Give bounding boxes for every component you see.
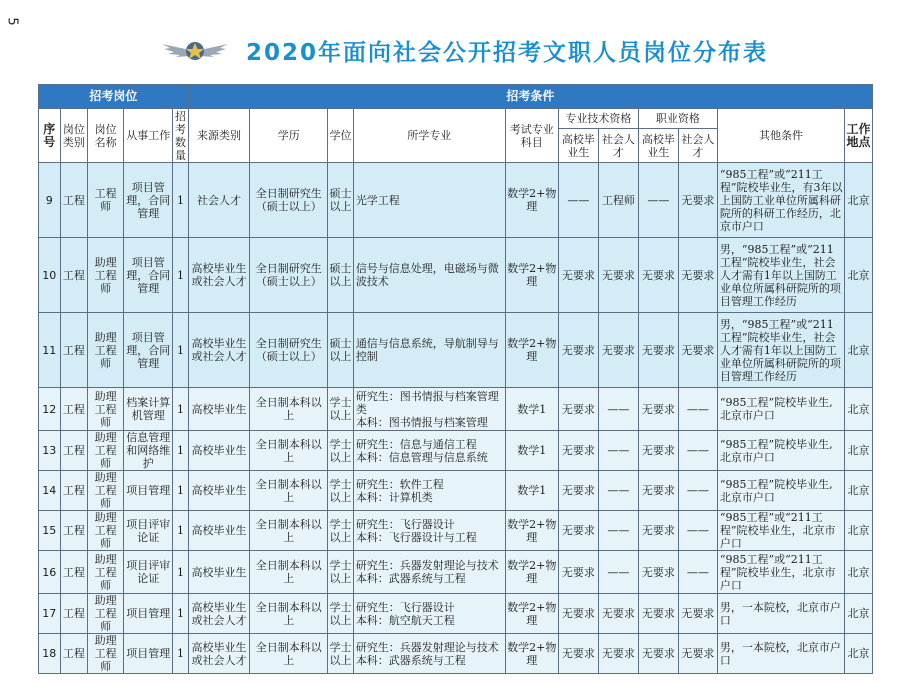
cell-count: 1 [173,431,188,471]
cell-other: “985工程”院校毕业生, 北京市户口 [717,431,844,471]
cell-source: 高校毕业生 [188,511,250,551]
cell-post: 助理工程师 [88,313,124,388]
table-row [39,313,873,388]
cell-major: 通信与信息系统，导航制导与控制 [353,313,505,388]
cell-exam: 数学2+物理 [505,163,558,238]
cell-prof-social: —— [678,388,717,431]
cell-post: 助理工程师 [88,388,124,431]
col-other: 其他条件 [717,109,844,163]
cell-exam: 数学1 [505,388,558,431]
cell-location: 北京 [845,634,873,674]
cell-tech-social: —— [598,431,638,471]
cell-tech-grad: 无要求 [558,313,598,388]
cell-major: 光学工程 [353,163,505,238]
cell-exam: 数学1 [505,471,558,511]
cell-work: 项目管理 [124,634,173,674]
cell-category: 工程 [60,511,88,551]
cell-post: 助理工程师 [88,431,124,471]
cell-location: 北京 [845,431,873,471]
cell-tech-social: —— [598,388,638,431]
col-major: 所学专业 [353,109,505,163]
group-position-header: 招考岗位 [39,85,189,109]
page-number: 5 [4,17,20,26]
cell-category: 工程 [60,594,88,634]
cell-prof-social: 无要求 [678,594,717,634]
cell-seq: 17 [39,594,61,634]
cell-prof-grad: 无要求 [638,471,678,511]
cell-tech-social: —— [598,471,638,511]
cell-degree: 学士以上 [328,511,354,551]
cell-major: 研究生：信息与通信工程 本科：信息管理与信息系统 [353,431,505,471]
cell-tech-social: 无要求 [598,634,638,674]
cell-post: 助理工程师 [88,238,124,313]
cell-exam: 数学2+物理 [505,551,558,594]
group-header-row [39,85,873,109]
cell-work: 项目评审论证 [124,511,173,551]
cell-seq: 11 [39,313,61,388]
cell-seq: 13 [39,431,61,471]
cell-education: 全日制研究生（硕士以上） [250,313,328,388]
cell-tech-grad: 无要求 [558,238,598,313]
cell-location: 北京 [845,388,873,431]
cell-work: 信息管理和网络维护 [124,431,173,471]
cell-seq: 15 [39,511,61,551]
col-category: 岗位类别 [60,109,88,163]
cell-prof-social: 无要求 [678,163,717,238]
cell-education: 全日制本科以上 [250,471,328,511]
cell-other: 男，“985工程”或“211工程”院校毕业生，社会人才需有1年以上国防工业单位所属科研院所的项目管理工作经历 [717,238,844,313]
cell-tech-social: 无要求 [598,313,638,388]
cell-source: 高校毕业生 [188,471,250,511]
wings-emblem-icon [160,32,230,70]
cell-degree: 硕士以上 [328,238,354,313]
cell-category: 工程 [60,551,88,594]
col-tech-social: 社会人才 [598,129,638,163]
table-row [39,431,873,471]
cell-other: “985工程”或“211工程”院校毕业生，北京市户口 [717,551,844,594]
table-body [39,163,873,674]
positions-table [38,84,873,674]
cell-degree: 学士以上 [328,431,354,471]
cell-major: 信号与信息处理，电磁场与微波技术 [353,238,505,313]
cell-other: “985工程”或“211工程”院校毕业生，北京市户口 [717,511,844,551]
cell-other: “985工程”或“211工程”院校毕业生，有3年以上国防工业单位所属科研院所的科研工作经历，北京市户口 [717,163,844,238]
cell-major: 研究生：飞行器设计 本科：航空航天工程 [353,594,505,634]
cell-post: 工程师 [88,163,124,238]
table-row [39,511,873,551]
cell-work: 项目管理 [124,594,173,634]
cell-work: 项目评审论证 [124,551,173,594]
cell-major: 研究生：兵器发射理论与技术 本科：武器系统与工程 [353,634,505,674]
cell-count: 1 [173,388,188,431]
cell-seq: 12 [39,388,61,431]
cell-prof-grad: 无要求 [638,594,678,634]
cell-tech-grad: 无要求 [558,431,598,471]
cell-source: 高校毕业生或社会人才 [188,634,250,674]
cell-category: 工程 [60,313,88,388]
cell-education: 全日制研究生（硕士以上） [250,163,328,238]
col-seq: 序号 [39,109,61,163]
cell-count: 1 [173,594,188,634]
page-title: 2020年面向社会公开招考文职人员岗位分布表 [246,40,769,66]
cell-education: 全日制研究生（硕士以上） [250,238,328,313]
cell-prof-grad: 无要求 [638,511,678,551]
cell-post: 助理工程师 [88,511,124,551]
cell-other: 男，一本院校，北京市户口 [717,594,844,634]
cell-prof-grad: 无要求 [638,431,678,471]
cell-source: 高校毕业生 [188,551,250,594]
cell-education: 全日制本科以上 [250,551,328,594]
cell-degree: 硕士以上 [328,163,354,238]
cell-tech-social: —— [598,551,638,594]
cell-source: 高校毕业生或社会人才 [188,594,250,634]
cell-category: 工程 [60,431,88,471]
cell-tech-grad: 无要求 [558,388,598,431]
col-prof-grad: 高校毕业生 [638,129,678,163]
cell-post: 助理工程师 [88,551,124,594]
cell-tech-grad: 无要求 [558,551,598,594]
cell-location: 北京 [845,511,873,551]
col-prof-social: 社会人才 [678,129,717,163]
cell-education: 全日制本科以上 [250,431,328,471]
cell-degree: 硕士以上 [328,313,354,388]
col-tech-qual: 专业技术资格 [558,109,638,129]
cell-prof-social: —— [678,431,717,471]
cell-education: 全日制本科以上 [250,634,328,674]
cell-location: 北京 [845,471,873,511]
column-header-row [39,109,873,129]
cell-count: 1 [173,313,188,388]
cell-location: 北京 [845,238,873,313]
cell-work: 项目管理，合同管理 [124,163,173,238]
cell-exam: 数学2+物理 [505,594,558,634]
cell-other: 男，“985工程”或“211工程”院校毕业生，社会人才需有1年以上国防工业单位所属科研院所的项目管理工作经历 [717,313,844,388]
col-degree: 学位 [328,109,354,163]
cell-exam: 数学1 [505,431,558,471]
cell-education: 全日制本科以上 [250,388,328,431]
cell-post: 助理工程师 [88,634,124,674]
cell-location: 北京 [845,594,873,634]
cell-degree: 学士以上 [328,388,354,431]
cell-prof-social: 无要求 [678,238,717,313]
cell-seq: 10 [39,238,61,313]
cell-count: 1 [173,634,188,674]
cell-degree: 学士以上 [328,551,354,594]
cell-seq: 18 [39,634,61,674]
cell-count: 1 [173,163,188,238]
cell-prof-grad: 无要求 [638,238,678,313]
col-post-name: 岗位名称 [88,109,124,163]
table-row [39,471,873,511]
cell-source: 高校毕业生 [188,431,250,471]
cell-degree: 学士以上 [328,471,354,511]
cell-count: 1 [173,511,188,551]
col-education: 学历 [250,109,328,163]
cell-tech-grad: 无要求 [558,594,598,634]
cell-seq: 14 [39,471,61,511]
table-row [39,551,873,594]
cell-source: 高校毕业生或社会人才 [188,238,250,313]
cell-work: 项目管理，合同管理 [124,238,173,313]
cell-prof-social: —— [678,471,717,511]
cell-tech-social: 无要求 [598,238,638,313]
cell-location: 北京 [845,313,873,388]
cell-other: 男，一本院校，北京市户口 [717,634,844,674]
cell-source: 社会人才 [188,163,250,238]
cell-category: 工程 [60,471,88,511]
cell-category: 工程 [60,634,88,674]
cell-major: 研究生：飞行器设计 本科：飞行器设计与工程 [353,511,505,551]
cell-major: 研究生：兵器发射理论与技术 本科：武器系统与工程 [353,551,505,594]
cell-category: 工程 [60,388,88,431]
col-tech-grad: 高校毕业生 [558,129,598,163]
cell-prof-grad: 无要求 [638,551,678,594]
group-conditions-header: 招考条件 [188,85,872,109]
cell-seq: 16 [39,551,61,594]
cell-tech-social: —— [598,511,638,551]
cell-degree: 学士以上 [328,634,354,674]
col-exam: 考试专业科目 [505,109,558,163]
table-row [39,238,873,313]
cell-exam: 数学2+物理 [505,313,558,388]
cell-prof-grad: 无要求 [638,313,678,388]
cell-post: 助理工程师 [88,594,124,634]
cell-category: 工程 [60,163,88,238]
cell-other: “985工程”院校毕业生, 北京市户口 [717,388,844,431]
table-row [39,634,873,674]
cell-count: 1 [173,238,188,313]
col-count: 招考数量 [173,109,188,163]
cell-tech-grad: 无要求 [558,511,598,551]
table-row [39,163,873,238]
cell-work: 档案计算机管理 [124,388,173,431]
cell-exam: 数学2+物理 [505,634,558,674]
cell-source: 高校毕业生 [188,388,250,431]
cell-tech-social: 工程师 [598,163,638,238]
cell-count: 1 [173,551,188,594]
cell-source: 高校毕业生或社会人才 [188,313,250,388]
cell-seq: 9 [39,163,61,238]
cell-degree: 学士以上 [328,594,354,634]
cell-tech-grad: 无要求 [558,471,598,511]
page-header [0,30,911,74]
col-work: 从事工作 [124,109,173,163]
cell-post: 助理工程师 [88,471,124,511]
cell-other: “985工程”院校毕业生, 北京市户口 [717,471,844,511]
cell-tech-social: 无要求 [598,594,638,634]
cell-prof-social: —— [678,511,717,551]
cell-education: 全日制本科以上 [250,511,328,551]
table-row [39,388,873,431]
cell-major: 研究生：软件工程 本科：计算机类 [353,471,505,511]
cell-exam: 数学2+物理 [505,238,558,313]
cell-tech-grad: —— [558,163,598,238]
cell-location: 北京 [845,163,873,238]
table-row [39,594,873,634]
col-prof-qual: 职业资格 [638,109,717,129]
cell-prof-social: —— [678,551,717,594]
cell-location: 北京 [845,551,873,594]
cell-prof-social: 无要求 [678,634,717,674]
col-location: 工作地点 [845,109,873,163]
cell-work: 项目管理 [124,471,173,511]
cell-prof-grad: 无要求 [638,388,678,431]
cell-prof-grad: —— [638,163,678,238]
col-source: 来源类别 [188,109,250,163]
cell-prof-grad: 无要求 [638,634,678,674]
cell-education: 全日制本科以上 [250,594,328,634]
cell-tech-grad: 无要求 [558,634,598,674]
cell-work: 项目管理，合同管理 [124,313,173,388]
cell-count: 1 [173,471,188,511]
cell-category: 工程 [60,238,88,313]
cell-prof-social: 无要求 [678,313,717,388]
cell-major: 研究生：图书情报与档案管理类 本科：图书情报与档案管理 [353,388,505,431]
cell-exam: 数学2+物理 [505,511,558,551]
